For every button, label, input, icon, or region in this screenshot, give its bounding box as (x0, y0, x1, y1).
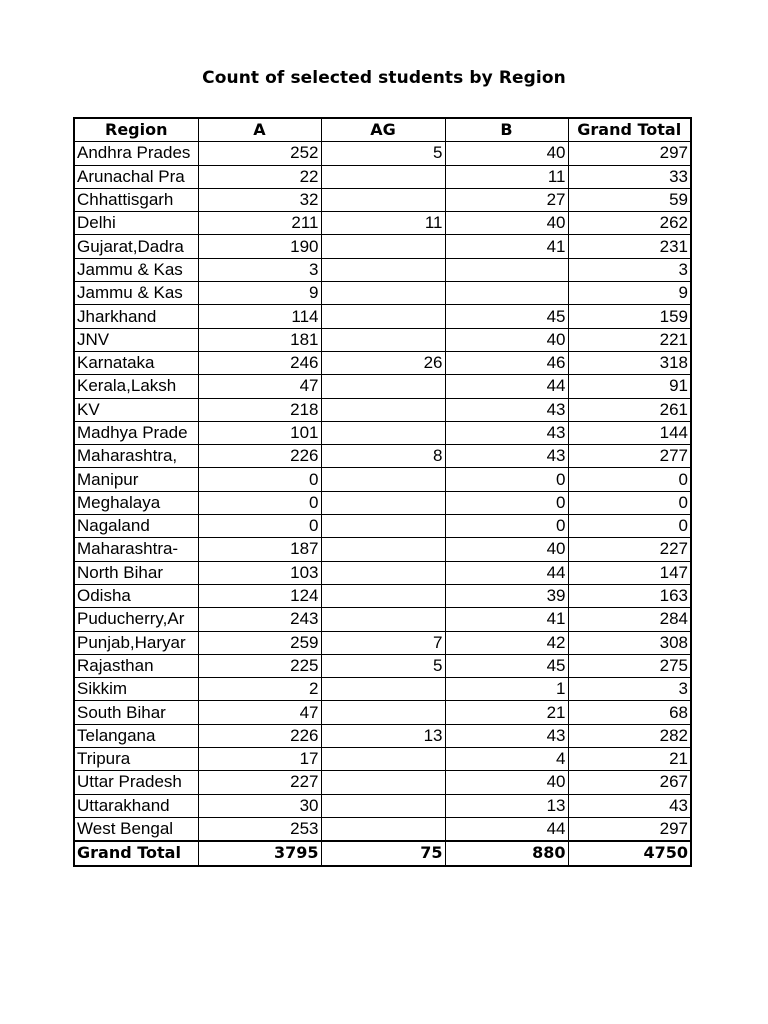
b-cell: 39 (445, 584, 568, 607)
a-cell: 187 (198, 538, 321, 561)
a-cell: 190 (198, 235, 321, 258)
region-cell: Delhi (74, 212, 198, 235)
b-cell: 40 (445, 142, 568, 165)
a-cell: 22 (198, 165, 321, 188)
b-cell: 11 (445, 165, 568, 188)
region-cell: JNV (74, 328, 198, 351)
a-cell: 9 (198, 282, 321, 305)
region-count-table (73, 117, 692, 867)
ag-cell (321, 468, 445, 491)
grand-total-cell: 267 (568, 771, 691, 794)
total-a: 3795 (198, 841, 321, 865)
table-row (74, 654, 691, 677)
region-cell: Rajasthan (74, 654, 198, 677)
b-cell: 13 (445, 794, 568, 817)
ag-cell: 7 (321, 631, 445, 654)
ag-cell (321, 584, 445, 607)
region-cell: Arunachal Pra (74, 165, 198, 188)
table-row (74, 421, 691, 444)
b-cell: 21 (445, 701, 568, 724)
grand-total-cell: 261 (568, 398, 691, 421)
ag-cell (321, 235, 445, 258)
ag-cell (321, 375, 445, 398)
region-cell: Odisha (74, 584, 198, 607)
table-row (74, 212, 691, 235)
table-row (74, 678, 691, 701)
b-cell: 40 (445, 328, 568, 351)
table-row (74, 701, 691, 724)
b-cell: 1 (445, 678, 568, 701)
table-row (74, 142, 691, 165)
ag-cell: 11 (321, 212, 445, 235)
table-row (74, 282, 691, 305)
region-cell: Meghalaya (74, 491, 198, 514)
total-b: 880 (445, 841, 568, 865)
a-cell: 32 (198, 188, 321, 211)
header-grand-total: Grand Total (568, 118, 691, 142)
region-cell: Jharkhand (74, 305, 198, 328)
a-cell: 47 (198, 701, 321, 724)
region-cell: Nagaland (74, 515, 198, 538)
ag-cell (321, 817, 445, 841)
a-cell: 226 (198, 445, 321, 468)
table-row (74, 491, 691, 514)
b-cell: 41 (445, 608, 568, 631)
table-row (74, 515, 691, 538)
table-row (74, 468, 691, 491)
region-cell: Tripura (74, 748, 198, 771)
ag-cell (321, 305, 445, 328)
total-grand: 4750 (568, 841, 691, 865)
region-cell: Punjab,Haryar (74, 631, 198, 654)
table-row (74, 748, 691, 771)
table-row (74, 165, 691, 188)
table-row (74, 794, 691, 817)
header-a: A (198, 118, 321, 142)
region-cell: Madhya Prade (74, 421, 198, 444)
a-cell: 259 (198, 631, 321, 654)
ag-cell (321, 188, 445, 211)
grand-total-cell: 297 (568, 142, 691, 165)
b-cell: 45 (445, 654, 568, 677)
a-cell: 225 (198, 654, 321, 677)
ag-cell (321, 328, 445, 351)
region-cell: North Bihar (74, 561, 198, 584)
ag-cell: 26 (321, 351, 445, 374)
b-cell: 40 (445, 212, 568, 235)
grand-total-cell: 227 (568, 538, 691, 561)
b-cell: 43 (445, 445, 568, 468)
a-cell: 101 (198, 421, 321, 444)
a-cell: 226 (198, 724, 321, 747)
total-label: Grand Total (74, 841, 198, 865)
ag-cell (321, 421, 445, 444)
b-cell: 0 (445, 468, 568, 491)
a-cell: 181 (198, 328, 321, 351)
header-b: B (445, 118, 568, 142)
table-row (74, 235, 691, 258)
a-cell: 252 (198, 142, 321, 165)
ag-cell (321, 538, 445, 561)
table-row (74, 188, 691, 211)
ag-cell: 5 (321, 142, 445, 165)
table-row (74, 305, 691, 328)
region-cell: Uttarakhand (74, 794, 198, 817)
b-cell: 44 (445, 375, 568, 398)
grand-total-cell: 147 (568, 561, 691, 584)
grand-total-cell: 262 (568, 212, 691, 235)
table-header-row (74, 118, 691, 142)
ag-cell (321, 282, 445, 305)
grand-total-cell: 33 (568, 165, 691, 188)
a-cell: 227 (198, 771, 321, 794)
region-cell: Andhra Prades (74, 142, 198, 165)
b-cell: 0 (445, 515, 568, 538)
table-row (74, 538, 691, 561)
grand-total-cell: 284 (568, 608, 691, 631)
region-cell: South Bihar (74, 701, 198, 724)
grand-total-cell: 9 (568, 282, 691, 305)
grand-total-cell: 221 (568, 328, 691, 351)
grand-total-cell: 159 (568, 305, 691, 328)
a-cell: 0 (198, 468, 321, 491)
b-cell: 4 (445, 748, 568, 771)
region-cell: Manipur (74, 468, 198, 491)
table-row (74, 561, 691, 584)
ag-cell (321, 398, 445, 421)
b-cell: 44 (445, 817, 568, 841)
ag-cell (321, 794, 445, 817)
table-row (74, 724, 691, 747)
table-row (74, 817, 691, 841)
region-cell: Chhattisgarh (74, 188, 198, 211)
table-row (74, 398, 691, 421)
ag-cell: 13 (321, 724, 445, 747)
table-row (74, 584, 691, 607)
total-ag: 75 (321, 841, 445, 865)
region-cell: Kerala,Laksh (74, 375, 198, 398)
region-cell: Gujarat,Dadra (74, 235, 198, 258)
b-cell: 42 (445, 631, 568, 654)
region-cell: KV (74, 398, 198, 421)
a-cell: 253 (198, 817, 321, 841)
ag-cell (321, 771, 445, 794)
table-row (74, 608, 691, 631)
region-cell: Karnataka (74, 351, 198, 374)
grand-total-cell: 43 (568, 794, 691, 817)
grand-total-cell: 277 (568, 445, 691, 468)
b-cell (445, 258, 568, 281)
a-cell: 243 (198, 608, 321, 631)
a-cell: 0 (198, 515, 321, 538)
grand-total-cell: 231 (568, 235, 691, 258)
grand-total-cell: 0 (568, 468, 691, 491)
grand-total-cell: 21 (568, 748, 691, 771)
a-cell: 47 (198, 375, 321, 398)
report-title: Count of selected students by Region (202, 68, 566, 88)
b-cell: 40 (445, 538, 568, 561)
grand-total-cell: 144 (568, 421, 691, 444)
ag-cell (321, 748, 445, 771)
b-cell: 40 (445, 771, 568, 794)
b-cell: 27 (445, 188, 568, 211)
grand-total-cell: 0 (568, 515, 691, 538)
a-cell: 103 (198, 561, 321, 584)
grand-total-cell: 3 (568, 678, 691, 701)
ag-cell (321, 608, 445, 631)
a-cell: 114 (198, 305, 321, 328)
region-cell: Telangana (74, 724, 198, 747)
grand-total-cell: 0 (568, 491, 691, 514)
b-cell: 43 (445, 421, 568, 444)
grand-total-cell: 275 (568, 654, 691, 677)
ag-cell (321, 165, 445, 188)
region-cell: Jammu & Kas (74, 258, 198, 281)
ag-cell (321, 258, 445, 281)
table-row (74, 771, 691, 794)
region-cell: Puducherry,Ar (74, 608, 198, 631)
b-cell: 46 (445, 351, 568, 374)
b-cell: 45 (445, 305, 568, 328)
region-cell: West Bengal (74, 817, 198, 841)
a-cell: 30 (198, 794, 321, 817)
ag-cell (321, 515, 445, 538)
grand-total-cell: 91 (568, 375, 691, 398)
a-cell: 0 (198, 491, 321, 514)
b-cell: 41 (445, 235, 568, 258)
a-cell: 211 (198, 212, 321, 235)
a-cell: 2 (198, 678, 321, 701)
header-ag: AG (321, 118, 445, 142)
table-row (74, 328, 691, 351)
b-cell: 44 (445, 561, 568, 584)
grand-total-cell: 282 (568, 724, 691, 747)
ag-cell (321, 561, 445, 584)
table-row (74, 445, 691, 468)
table-row (74, 631, 691, 654)
table-row (74, 375, 691, 398)
b-cell (445, 282, 568, 305)
region-cell: Jammu & Kas (74, 282, 198, 305)
a-cell: 246 (198, 351, 321, 374)
a-cell: 218 (198, 398, 321, 421)
grand-total-cell: 318 (568, 351, 691, 374)
a-cell: 124 (198, 584, 321, 607)
a-cell: 3 (198, 258, 321, 281)
grand-total-cell: 308 (568, 631, 691, 654)
ag-cell: 8 (321, 445, 445, 468)
b-cell: 43 (445, 398, 568, 421)
grand-total-cell: 59 (568, 188, 691, 211)
table-row (74, 351, 691, 374)
ag-cell (321, 701, 445, 724)
region-cell: Maharashtra- (74, 538, 198, 561)
region-cell: Uttar Pradesh (74, 771, 198, 794)
header-region: Region (74, 118, 198, 142)
region-cell: Sikkim (74, 678, 198, 701)
b-cell: 43 (445, 724, 568, 747)
grand-total-cell: 163 (568, 584, 691, 607)
b-cell: 0 (445, 491, 568, 514)
ag-cell (321, 678, 445, 701)
grand-total-row (74, 841, 691, 865)
region-cell: Maharashtra, (74, 445, 198, 468)
grand-total-cell: 297 (568, 817, 691, 841)
table-row (74, 258, 691, 281)
grand-total-cell: 68 (568, 701, 691, 724)
grand-total-cell: 3 (568, 258, 691, 281)
ag-cell (321, 491, 445, 514)
a-cell: 17 (198, 748, 321, 771)
ag-cell: 5 (321, 654, 445, 677)
